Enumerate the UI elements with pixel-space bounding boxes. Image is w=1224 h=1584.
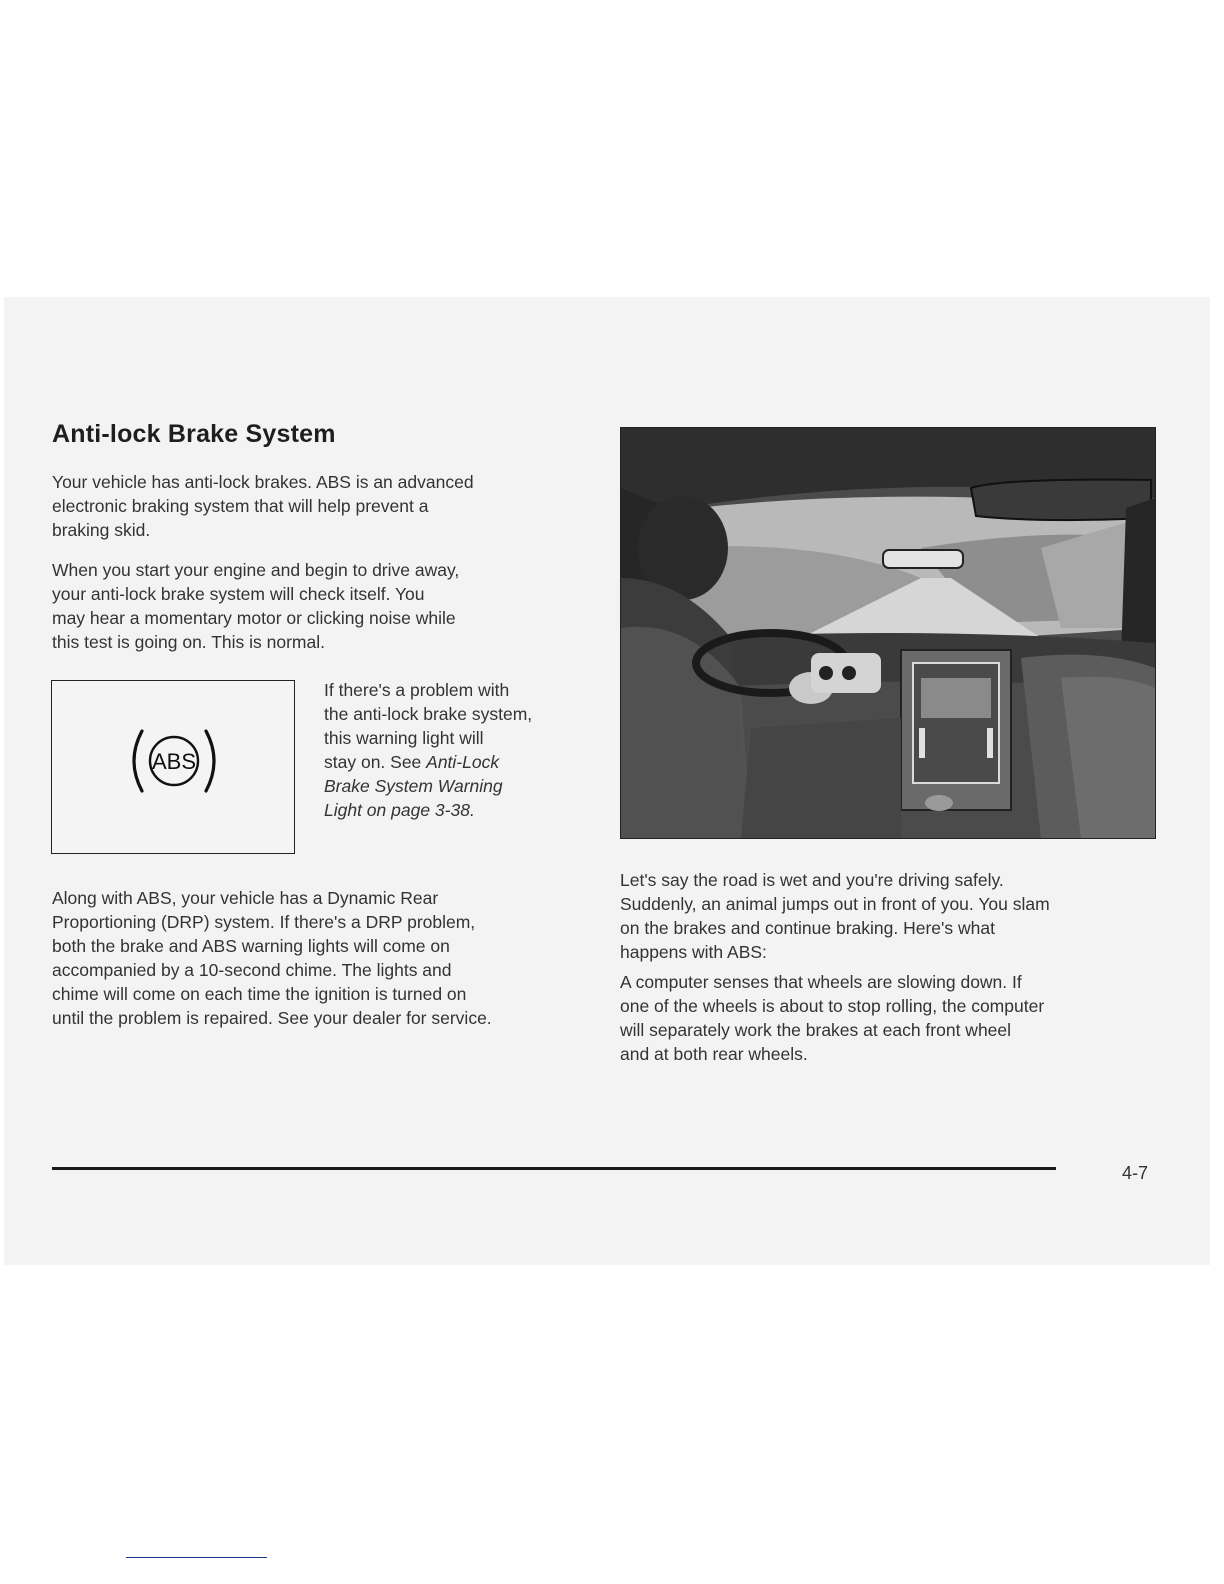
abs-warning-light-figure: [51, 680, 295, 854]
abs-warning-light-icon: [124, 721, 224, 801]
warning-light-reference[interactable]: Light on page 3-38.: [324, 800, 475, 820]
self-check-paragraph: When you start your engine and begin to drive away, your anti-lock brake system will check itself. You may hear a momentary motor or clicking noise while this test is going on. This is normal.: [52, 560, 460, 652]
footer-rule: [52, 1167, 1056, 1170]
drp-paragraph: Along with ABS, your vehicle has a Dynamic Rear Proportioning (DRP) system. If there's a DRP problem, both the brake and ABS warning lights will come on accompanied by a 10-second chime. The lights and chime will come on each time the ignition is turned on until the problem is repaired. See your dealer for service.: [52, 888, 492, 1028]
driver-braking-illustration: [620, 427, 1156, 839]
warning-light-reference[interactable]: Anti-Lock: [426, 752, 500, 772]
abs-icon-text: ABS: [151, 749, 197, 774]
warning-light-paragraph: If there's a problem with the anti-lock brake system, this warning light will stay on. See Anti-Lock Brake System Warning Light on page 3-38.: [324, 678, 589, 822]
abs-intro-paragraph: Your vehicle has anti-lock brakes. ABS is an advanced electronic braking system that will help prevent a braking skid.: [52, 472, 474, 540]
section-title: Anti-lock Brake System: [52, 420, 336, 448]
animal-scenario-paragraph: Let's say the road is wet and you're driving safely. Suddenly, an animal jumps out in front of you. You slam on the brakes and continue braking. Here's what happens with ABS:: [620, 870, 1050, 962]
car-interior-photo: [621, 428, 1155, 838]
bottom-underline: [126, 1557, 267, 1558]
computer-senses-paragraph: A computer senses that wheels are slowing down. If one of the wheels is about to stop rolling, the computer will separately work the brakes at each front wheel and at both rear wheels.: [620, 972, 1045, 1064]
page-number: 4-7: [1122, 1163, 1149, 1183]
warning-light-reference[interactable]: Brake System Warning: [324, 776, 503, 796]
